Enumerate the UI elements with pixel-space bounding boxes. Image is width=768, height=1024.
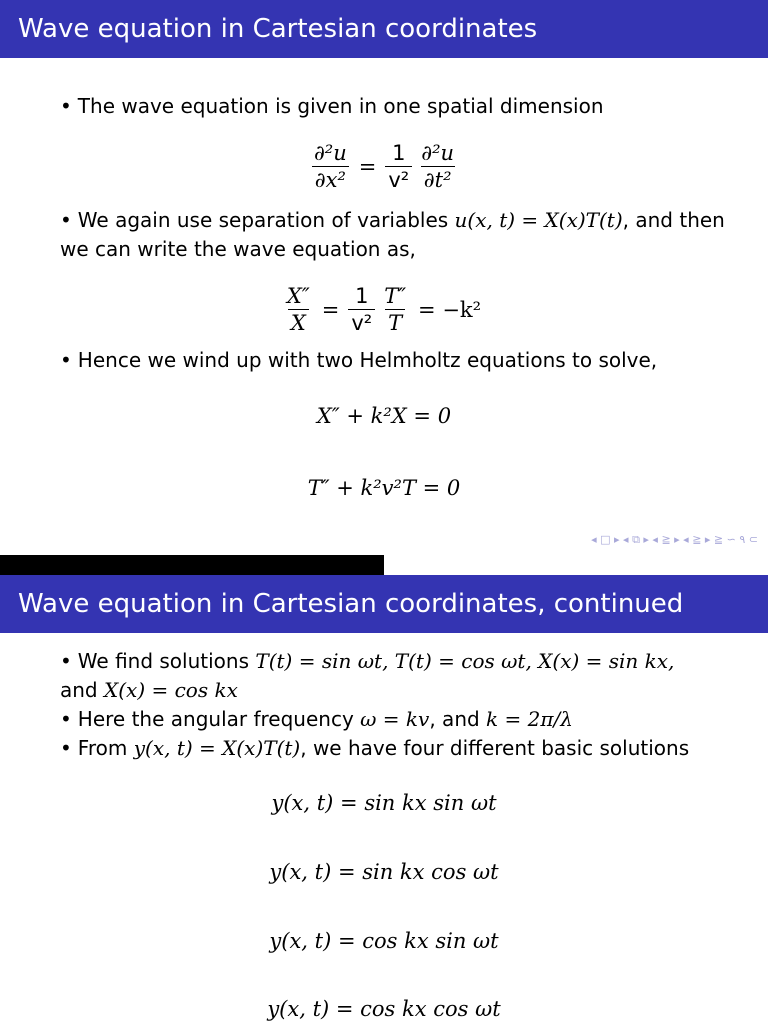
bullet-angular-frequency: • Here the angular frequency ω = kv, and k = 2π/λ xyxy=(60,707,573,731)
fraction-rhs: $\frac{\text{∂²u}}{\text{∂t²}}$ xyxy=(421,141,455,192)
bullet-wave-equation: • The wave equation is given in one spatial dimension xyxy=(60,94,604,118)
solution-1: y(x, t) = sin kx sin ωt xyxy=(271,791,497,815)
beamer-navigation[interactable]: ◂ □ ▸ ◂ ⧉ ▸ ◂ ≧ ▸ ◂ ≧ ▸ ≧ ∽ ۹ ⊂ xyxy=(591,533,758,546)
fraction-coef-2: $\frac{1}{\text{v²}}$ xyxy=(348,283,375,336)
equation-helmholtz-x: X″ + k²X = 0 xyxy=(316,404,452,428)
bullet-solutions: • We find solutions T(t) = sin ωt, T(t) = cos ωt, X(x) = sin kx, and X(x) = cos kx xyxy=(60,649,675,702)
solution-3: y(x, t) = cos kx sin ωt xyxy=(269,929,499,953)
bullet-basic-solutions: • From y(x, t) = X(x)T(t), we have four different basic solutions xyxy=(60,736,690,760)
equation-helmholtz-t: T″ + k²v²T = 0 xyxy=(307,476,461,500)
solution-4: y(x, t) = cos kx cos ωt xyxy=(267,997,501,1021)
fraction-coef: $\frac{1}{\text{v²}}$ xyxy=(385,140,412,193)
slide-2-title: Wave equation in Cartesian coordinates, continued xyxy=(0,575,768,633)
solution-2: y(x, t) = sin kx cos ωt xyxy=(269,860,499,884)
equation-wave-1d: $\frac{\text{∂²u}}{\text{∂x²}}$ = $\frac{1}{\text{v²}}$ $\frac{\text{∂²u}}{\text{∂t²}}$ xyxy=(0,140,768,193)
fraction-t: $\frac{T''}{T}$ xyxy=(384,284,407,335)
fraction-lhs: $\frac{\text{∂²u}}{\text{∂x²}}$ xyxy=(311,140,350,193)
bullet-helmholtz: • Hence we wind up with two Helmholtz equations to solve, xyxy=(60,348,658,372)
slide-1-title: Wave equation in Cartesian coordinates xyxy=(0,0,768,58)
equation-separated: $\frac{X''}{X}$ = $\frac{1}{\text{v²}}$ $\frac{T''}{T}$ = −k² xyxy=(0,283,768,336)
bullet-separation: • We again use separation of variables u(x, t) = X(x)T(t), and then we can write the wave equation as, xyxy=(60,208,725,261)
bullet-dot: • xyxy=(60,94,72,118)
progress-bar xyxy=(0,555,384,575)
slide-2 xyxy=(0,575,768,1024)
fraction-x: $\frac{X''}{X}$ xyxy=(286,284,310,335)
